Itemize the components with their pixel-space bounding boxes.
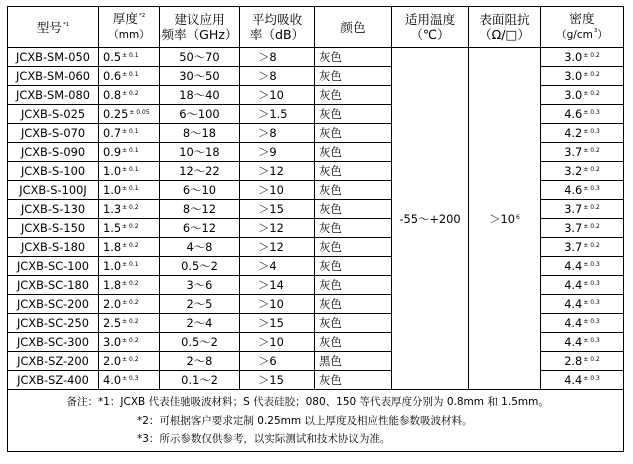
density-cell: $4.4^{\pm 0.3}$ [541,276,624,295]
thickness-cell: $0.6^{\pm 0.1}$ [99,67,160,86]
color-cell: 黑色 [315,352,392,371]
model-cell: JCXB-S-025 [8,105,99,124]
frequency-cell: 6～100 [160,105,240,124]
frequency-cell: 12～22 [160,162,240,181]
absorption-cell: ＞8 [240,124,315,143]
resistance-cell: $>10^6$ [469,48,541,390]
frequency-cell: 3～6 [160,276,240,295]
model-cell: JCXB-SZ-200 [8,352,99,371]
frequency-cell: 8～18 [160,124,240,143]
temperature-cell: -55～+200 [392,48,469,390]
density-cell: $3.7^{\pm 0.2}$ [541,143,624,162]
absorption-cell: ＞12 [240,238,315,257]
density-cell: $4.2^{\pm 0.3}$ [541,124,624,143]
model-cell: JCXB-SM-050 [8,48,99,67]
absorption-cell: ＞1.5 [240,105,315,124]
spec-sheet [7,6,624,452]
note-2: *2：可根据客户要求定制 0.25mm 以上厚度及相应性能参数吸波材料。 [137,414,473,427]
frequency-cell: 8～12 [160,200,240,219]
frequency-cell: 10～18 [160,143,240,162]
thickness-cell: $1.0^{\pm 0.1}$ [99,181,160,200]
col-header-thickness: 厚度$^{*2}$ （mm） [99,7,160,48]
model-cell: JCXB-S-070 [8,124,99,143]
thickness-cell: $0.9^{\pm 0.1}$ [99,143,160,162]
col-header-resistance: 表面阻抗 （Ω/□） [469,7,541,48]
frequency-cell: 0.1～2 [160,371,240,390]
frequency-cell: 2～8 [160,352,240,371]
frequency-cell: 2～4 [160,314,240,333]
absorption-cell: ＞12 [240,162,315,181]
frequency-cell: 6～10 [160,181,240,200]
model-cell: JCXB-SC-300 [8,333,99,352]
color-cell: 灰色 [315,257,392,276]
thickness-cell: $0.25^{\pm 0.05}$ [99,105,160,124]
spec-table [7,6,624,390]
model-cell: JCXB-S-150 [8,219,99,238]
col-header-model: 型号$^{*1}$ [8,7,99,48]
density-cell: $2.8^{\pm 0.2}$ [541,352,624,371]
thickness-cell: $2.0^{\pm 0.2}$ [99,295,160,314]
thickness-cell: $0.8^{\pm 0.2}$ [99,86,160,105]
model-cell: JCXB-S-100 [8,162,99,181]
absorption-cell: ＞15 [240,314,315,333]
frequency-cell: 0.5～2 [160,333,240,352]
color-cell: 灰色 [315,314,392,333]
thickness-cell: $0.7^{\pm 0.1}$ [99,124,160,143]
frequency-cell: 30～50 [160,67,240,86]
thickness-cell: $1.0^{\pm 0.1}$ [99,162,160,181]
density-cell: $3.7^{\pm 0.2}$ [541,238,624,257]
density-cell: $3.0^{\pm 0.2}$ [541,67,624,86]
absorption-cell: ＞10 [240,333,315,352]
frequency-cell: 4～8 [160,238,240,257]
density-cell: $4.6^{\pm 0.3}$ [541,105,624,124]
frequency-cell: 50～70 [160,48,240,67]
frequency-cell: 18～40 [160,86,240,105]
thickness-cell: $4.0^{\pm 0.3}$ [99,371,160,390]
col-header-color: 颜色 [315,7,392,48]
color-cell: 灰色 [315,124,392,143]
density-cell: $3.7^{\pm 0.2}$ [541,219,624,238]
model-cell: JCXB-S-180 [8,238,99,257]
thickness-cell: $1.5^{\pm 0.2}$ [99,219,160,238]
density-cell: $3.0^{\pm 0.2}$ [541,48,624,67]
absorption-cell: ＞10 [240,181,315,200]
thickness-cell: $1.8^{\pm 0.2}$ [99,276,160,295]
thickness-cell: $1.8^{\pm 0.2}$ [99,238,160,257]
color-cell: 灰色 [315,181,392,200]
col-header-temperature: 适用温度 （℃） [392,7,469,48]
density-cell: $4.4^{\pm 0.3}$ [541,295,624,314]
color-cell: 灰色 [315,276,392,295]
model-cell: JCXB-S-100J [8,181,99,200]
thickness-cell: $1.0^{\pm 0.1}$ [99,257,160,276]
density-cell: $4.4^{\pm 0.3}$ [541,371,624,390]
color-cell: 灰色 [315,162,392,181]
frequency-cell: 6～12 [160,219,240,238]
header-row [8,7,624,48]
frequency-cell: 2～5 [160,295,240,314]
absorption-cell: ＞10 [240,86,315,105]
color-cell: 灰色 [315,333,392,352]
table-row [8,48,624,67]
model-cell: JCXB-SM-080 [8,86,99,105]
density-cell: $4.4^{\pm 0.3}$ [541,257,624,276]
thickness-cell: $3.0^{\pm 0.2}$ [99,333,160,352]
model-cell: JCXB-SC-250 [8,314,99,333]
model-cell: JCXB-SC-200 [8,295,99,314]
absorption-cell: ＞4 [240,257,315,276]
model-cell: JCXB-SC-180 [8,276,99,295]
note-1: 备注：*1：JCXB 代表佳驰吸波材料；S 代表硅胶；080、150 等代表厚度分别为 0.8mm 和 1.5mm。 [66,396,549,408]
density-cell: $4.4^{\pm 0.3}$ [541,314,624,333]
density-cell: $3.2^{\pm 0.2}$ [541,162,624,181]
color-cell: 灰色 [315,86,392,105]
absorption-cell: ＞15 [240,200,315,219]
density-cell: $4.4^{\pm 0.3}$ [541,333,624,352]
model-cell: JCXB-SZ-400 [8,371,99,390]
absorption-cell: ＞9 [240,143,315,162]
model-cell: JCXB-SM-060 [8,67,99,86]
model-cell: JCXB-S-090 [8,143,99,162]
color-cell: 灰色 [315,371,392,390]
thickness-cell: $2.5^{\pm 0.2}$ [99,314,160,333]
frequency-cell: 0.5～2 [160,257,240,276]
color-cell: 灰色 [315,200,392,219]
color-cell: 灰色 [315,219,392,238]
thickness-cell: $1.3^{\pm 0.2}$ [99,200,160,219]
notes-box [7,390,624,452]
note-3: *3：所示参数仅供参考，以实际测试和技术协议为准。 [137,433,391,445]
absorption-cell: ＞15 [240,371,315,390]
color-cell: 灰色 [315,143,392,162]
col-header-absorption: 平均吸收 率（dB） [240,7,315,48]
absorption-cell: ＞8 [240,67,315,86]
color-cell: 灰色 [315,105,392,124]
thickness-cell: $2.0^{\pm 0.2}$ [99,352,160,371]
table-body [8,48,624,390]
absorption-cell: ＞14 [240,276,315,295]
model-cell: JCXB-SC-100 [8,257,99,276]
color-cell: 灰色 [315,238,392,257]
density-cell: $3.0^{\pm 0.2}$ [541,86,624,105]
density-cell: $4.6^{\pm 0.3}$ [541,181,624,200]
thickness-cell: $0.5^{\pm 0.1}$ [99,48,160,67]
density-cell: $3.7^{\pm 0.2}$ [541,200,624,219]
color-cell: 灰色 [315,67,392,86]
model-cell: JCXB-S-130 [8,200,99,219]
absorption-cell: ＞8 [240,48,315,67]
color-cell: 灰色 [315,48,392,67]
absorption-cell: ＞12 [240,219,315,238]
absorption-cell: ＞6 [240,352,315,371]
color-cell: 灰色 [315,295,392,314]
col-header-density: 密度 $(g/cm^3)$ [541,7,624,48]
absorption-cell: ＞10 [240,295,315,314]
col-header-frequency: 建议应用 频率（GHz） [160,7,240,48]
